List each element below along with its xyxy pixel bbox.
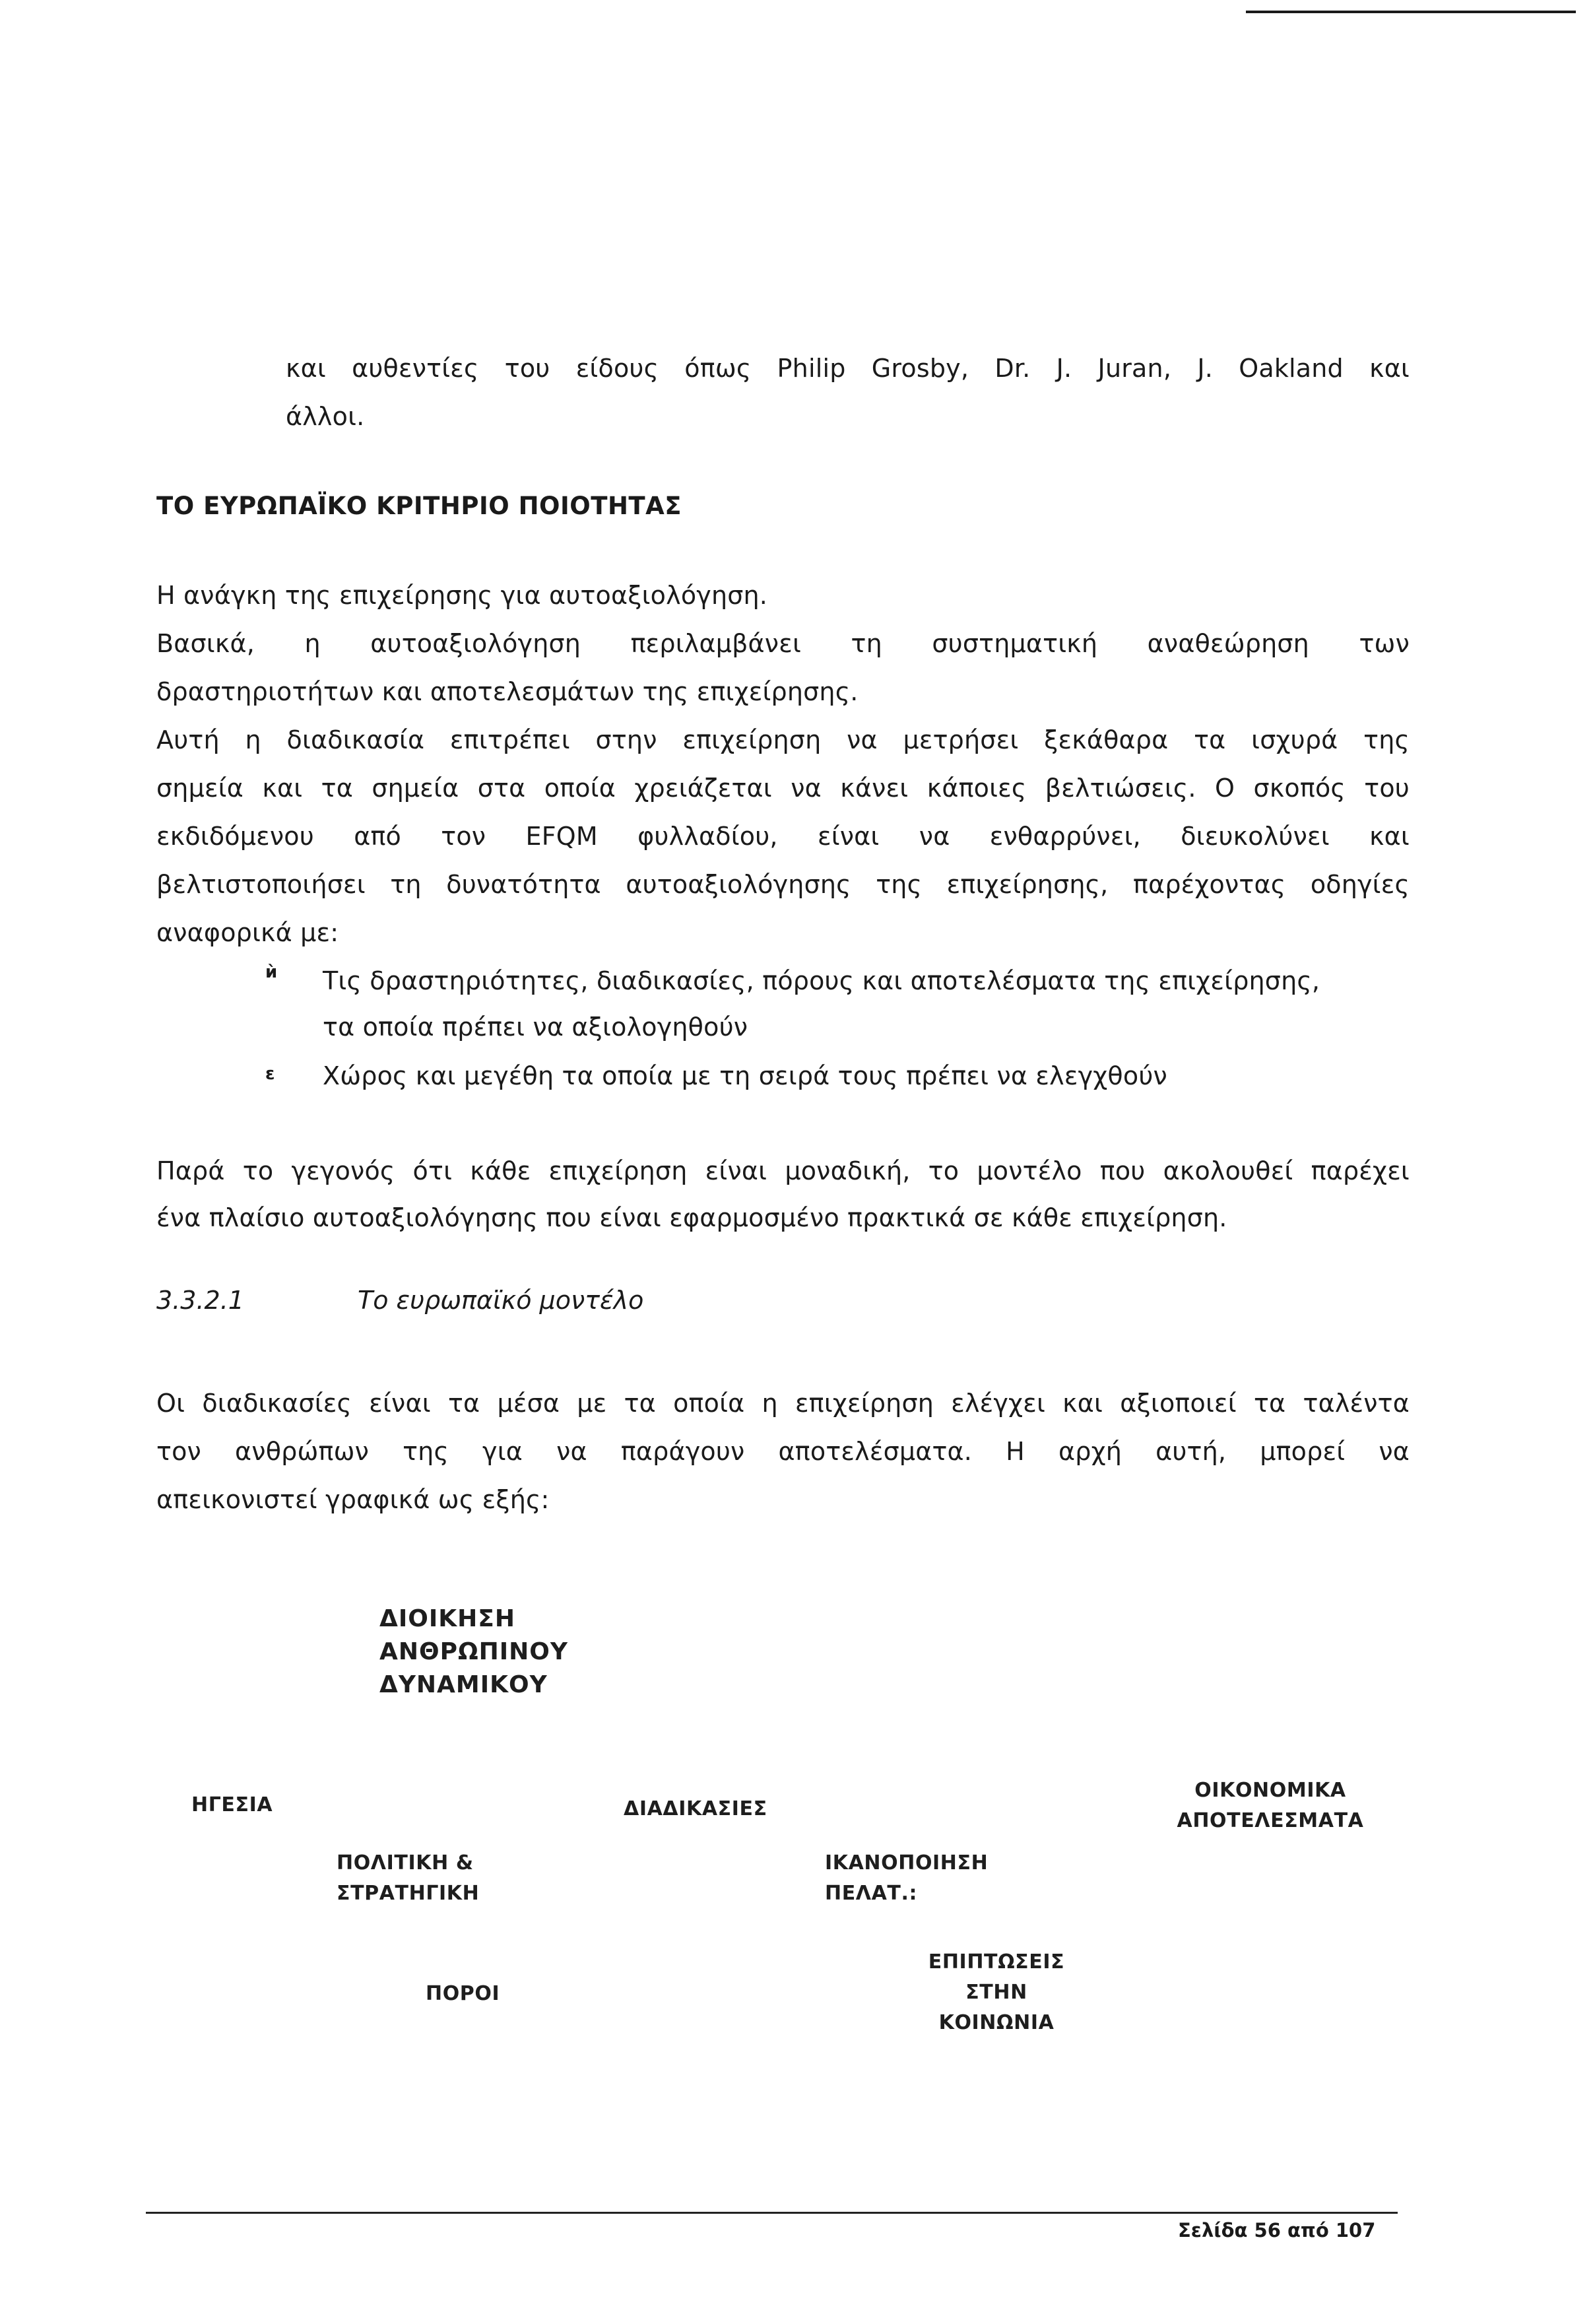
bullet-2-line-1: Χώρος και μεγέθη τα οποία με τη σειρά τους πρέπει να ελεγχθούν [323,1061,1167,1090]
diagram-society-line-3: ΚΟΙΝΩΝΙΑ [938,2011,1055,2034]
bullet-marker-1: ѝ [265,962,278,982]
diagram-results-line-1: ΟΙΚΟΝΟΜΙΚΑ [1194,1779,1346,1802]
body-line-3: δραστηριοτήτων και αποτελεσμάτων της επιχείρησης. [156,677,859,706]
diagram-customer-line-2: ΠΕΛΑΤ.: [825,1882,918,1905]
bullet-1-line-1: Τις δραστηριότητες, διαδικασίες, πόρους και αποτελέσματα της επιχείρησης, [323,966,1320,995]
diagram-people-line-1: ΔΙΟΙΚΗΣΗ [379,1605,515,1632]
diagram-policy-line-1: ΠΟΛΙΤΙΚΗ & [337,1851,474,1875]
footer-rule [146,2212,1398,2214]
top-edge-rule [1246,11,1576,13]
page-number-label: Σελίδα 56 από 107 [1178,2219,1376,2241]
section-heading: ΤΟ ΕΥΡΩΠΑΪΚΟ ΚΡΙΤΗΡΙΟ ΠΟΙΟΤΗΤΑΣ [156,492,682,520]
section-line-1: Οι διαδικασίες είναι τα μέσα με τα οποία η επιχείρηση ελέγχει και αξιοποιεί τα ταλέντα [156,1389,1410,1418]
bullet-marker-2: ε [265,1064,275,1084]
diagram-business-results [1119,1776,1422,1836]
body-line-7: βελτιστοποιήσει τη δυνατότητα αυτοαξιολόγησης της επιχείρησης, παρέχοντας οδηγίες [156,870,1410,899]
diagram-society-line-2: ΣΤΗΝ [965,1981,1027,2004]
body-line-6: εκδιδόμενου από τον EFQM φυλλαδίου, είναι να ενθαρρύνει, διευκολύνει και [156,822,1410,851]
diagram-impact-on-society [864,1947,1128,2038]
body-line-1: Η ανάγκη της επιχείρησης για αυτοαξιολόγηση. [156,581,768,610]
section-title: Το ευρωπαϊκό μοντέλο [358,1286,644,1315]
diagram-people-line-2: ΑΝΘΡΩΠΙΝΟΥ [379,1638,568,1665]
bullet-1-line-2: τα οποία πρέπει να αξιολογηθούν [323,1013,748,1042]
diagram-processes: ΔΙΑΔΙΚΑΣΙΕΣ [624,1797,767,1820]
body-line-2: Βασικά, η αυτοαξιολόγηση περιλαμβάνει τη συστηματική αναθεώρηση των [156,629,1410,658]
intro-line-2: άλλοι. [286,402,365,431]
intro-line-1: και αυθεντίες του είδους όπως Philip Grosby, Dr. J. Juran, J. Oakland και [286,354,1410,383]
diagram-leadership: ΗΓΕΣΙΑ [191,1793,273,1816]
body-line-4: Αυτή η διαδικασία επιτρέπει στην επιχείρηση να μετρήσει ξεκάθαρα τα ισχυρά της [156,725,1410,754]
body-line-8: αναφορικά με: [156,918,339,947]
closing-line-2: ένα πλαίσιο αυτοαξιολόγησης που είναι εφαρμοσμένο πρακτικά σε κάθε επιχείρηση. [156,1203,1227,1232]
diagram-people-management [379,1603,568,1702]
diagram-policy-line-2: ΣΤΡΑΤΗΓΙΚΗ [337,1882,480,1905]
closing-line-1: Παρά το γεγονός ότι κάθε επιχείρηση είναι μοναδική, το μοντέλο που ακολουθεί παρέχει [156,1156,1410,1185]
diagram-customer-satisfaction [825,1848,1142,1909]
diagram-results-line-2: ΑΠΟΤΕΛΕΣΜΑΤΑ [1177,1809,1364,1832]
diagram-society-line-1: ΕΠΙΠΤΩΣΕΙΣ [928,1950,1065,1974]
diagram-people-line-3: ΔΥΝΑΜΙΚΟΥ [379,1671,548,1698]
body-line-5: σημεία και τα σημεία στα οποία χρειάζεται να κάνει κάποιες βελτιώσεις. Ο σκοπός του [156,774,1410,803]
section-number: 3.3.2.1 [156,1286,244,1315]
diagram-customer-line-1: ΙΚΑΝΟΠΟΙΗΣΗ [825,1851,989,1875]
diagram-resources: ΠΟΡΟΙ [426,1982,500,2005]
section-line-3: απεικονιστεί γραφικά ως εξής: [156,1485,550,1514]
diagram-policy-strategy [337,1848,601,1909]
section-line-2: τον ανθρώπων της για να παράγουν αποτελέσματα. Η αρχή αυτή, μπορεί να [156,1437,1410,1466]
